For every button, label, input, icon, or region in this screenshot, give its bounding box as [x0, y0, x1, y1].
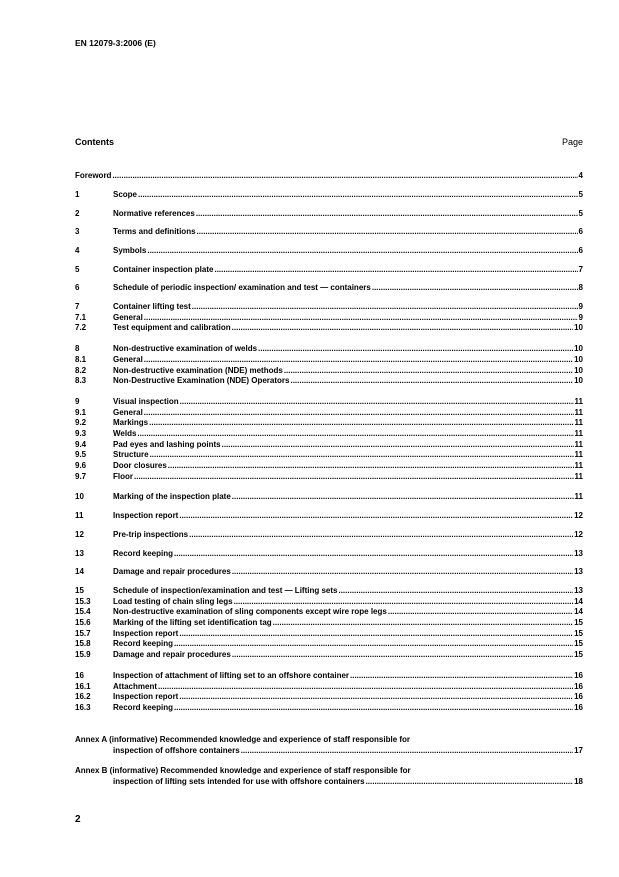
- toc-entry-number: 14: [75, 567, 84, 576]
- toc-entry[interactable]: [75, 417, 583, 428]
- toc-entry[interactable]: [75, 471, 583, 482]
- dot-leader: [196, 208, 578, 219]
- toc-entry-title: Visual inspection: [113, 397, 179, 406]
- toc-entry-number: 3: [75, 227, 80, 236]
- toc-entry-title: Inspection of attachment of lifting set to an offshore container: [113, 671, 350, 680]
- annex-title-line2: inspection of lifting sets intended for use with offshore containers: [113, 777, 365, 786]
- toc-entry-number: 16.2: [75, 692, 91, 701]
- toc-entry-title: Schedule of periodic inspection/ examination and test — containers: [113, 283, 371, 292]
- toc-entry-page: 4: [578, 171, 583, 180]
- toc-entry-number: 12: [75, 530, 84, 539]
- toc-entry[interactable]: [75, 428, 583, 439]
- dot-leader: [232, 491, 574, 502]
- toc-entry[interactable]: [75, 585, 583, 596]
- toc-entry-page: 13: [574, 567, 583, 576]
- toc-entry-number: 9.4: [75, 440, 87, 449]
- dot-leader: [350, 670, 573, 681]
- dot-leader: [232, 322, 573, 333]
- toc-entry-page: 11: [574, 440, 583, 449]
- toc-entry-title: Door closures: [113, 461, 167, 470]
- document-id: EN 12079-3:2006 (E): [75, 38, 156, 48]
- toc-entry-number: 9.3: [75, 429, 87, 438]
- toc-entry-number: 9: [75, 397, 80, 406]
- toc-entry[interactable]: [75, 649, 583, 660]
- dot-leader: [232, 566, 573, 577]
- toc-entry-number: 13: [75, 549, 84, 558]
- toc-entry[interactable]: [75, 702, 583, 713]
- toc-entry-title: Non-destructive examination of welds: [113, 344, 258, 353]
- toc-entry-page: 16: [574, 682, 583, 691]
- toc-entry-title: Symbols: [113, 246, 147, 255]
- toc-entry-number: 15.4: [75, 607, 91, 616]
- toc-entry[interactable]: [75, 354, 583, 365]
- toc-entry-number: 5: [75, 265, 80, 274]
- dot-leader: [180, 396, 574, 407]
- toc-entry-title: Terms and definitions: [113, 227, 196, 236]
- dot-leader: [144, 354, 573, 365]
- toc-entry-page: 6: [578, 227, 583, 236]
- toc-entry-title: Non-Destructive Examination (NDE) Operators: [113, 376, 290, 385]
- toc-entry-number: 9.1: [75, 408, 87, 417]
- toc-entry-page: 10: [574, 344, 583, 353]
- toc-entry-page: 16: [574, 671, 583, 680]
- toc-entry-page: 8: [578, 283, 583, 292]
- toc-entry-page: 15: [574, 629, 583, 638]
- toc-entry-number: 11: [75, 511, 84, 520]
- toc-annex-entry[interactable]: [75, 765, 583, 787]
- toc-entry-page: 14: [574, 607, 583, 616]
- dot-leader: [147, 245, 577, 256]
- contents-title: Contents: [75, 137, 114, 147]
- toc-entry-number: 9.6: [75, 461, 87, 470]
- toc-entry[interactable]: [75, 617, 583, 628]
- toc-entry[interactable]: [75, 460, 583, 471]
- toc-entry-title: Container inspection plate: [113, 265, 214, 274]
- annex-title-line1: Annex B (informative) Recommended knowledge and experience of staff responsible for: [75, 766, 411, 775]
- toc-entry[interactable]: [75, 375, 583, 386]
- toc-entry[interactable]: [75, 170, 583, 181]
- toc-entry-number: 9.7: [75, 472, 87, 481]
- contents-heading-row: [75, 137, 583, 147]
- toc-entry-number: 15.9: [75, 650, 91, 659]
- toc-entry-number: 16: [75, 671, 84, 680]
- dot-leader: [197, 226, 578, 237]
- toc-entry[interactable]: [75, 343, 583, 354]
- dot-leader: [214, 264, 577, 275]
- annex-title-line2: inspection of offshore containers: [113, 746, 240, 755]
- dot-leader: [192, 301, 578, 312]
- toc-entry-page: 9: [578, 313, 583, 322]
- toc-entry-page: 16: [574, 692, 583, 701]
- toc-entry-number: 9.2: [75, 418, 87, 427]
- toc-entry-page: 11: [574, 418, 583, 427]
- dot-leader: [137, 428, 573, 439]
- toc-entry-number: 8.1: [75, 355, 87, 364]
- toc-entry-page: 11: [574, 429, 583, 438]
- toc-entry-number: 9.5: [75, 450, 87, 459]
- page-number: 2: [75, 814, 81, 825]
- toc-entry-page: 10: [574, 376, 583, 385]
- toc-entry-number: 15: [75, 586, 84, 595]
- dot-leader: [179, 691, 573, 702]
- toc-entry-page: 11: [574, 461, 583, 470]
- toc-entry-title: Scope: [113, 190, 138, 199]
- toc-entry-number: 8: [75, 344, 80, 353]
- toc-entry-page: 11: [574, 450, 583, 459]
- toc-entry-page: 12: [574, 530, 583, 539]
- toc-entry[interactable]: [75, 606, 583, 617]
- toc-entry-page: 16: [574, 703, 583, 712]
- toc-entry-title: Structure: [113, 450, 149, 459]
- toc-entry[interactable]: [75, 264, 583, 275]
- toc-entry-page: 13: [574, 549, 583, 558]
- dot-leader: [338, 585, 573, 596]
- toc-entry-page: 5: [578, 209, 583, 218]
- page-column-label: Page: [561, 137, 583, 147]
- toc-entry-title: General: [113, 355, 143, 364]
- toc-entry[interactable]: [75, 245, 583, 256]
- toc-entry[interactable]: [75, 226, 583, 237]
- toc-entry-page: 11: [574, 472, 583, 481]
- toc-entry[interactable]: [75, 529, 583, 540]
- dot-leader: [168, 460, 574, 471]
- toc-entry-number: 7: [75, 302, 80, 311]
- toc-entry-title: Non-destructive examination of sling components except wire rope legs: [113, 607, 387, 616]
- dot-leader: [138, 189, 578, 200]
- toc-entry-title: Container lifting test: [113, 302, 191, 311]
- toc-entry-page: 18: [574, 777, 583, 786]
- toc-entry-title: Normative references: [113, 209, 195, 218]
- toc-entry-page: 17: [574, 746, 583, 755]
- toc-entry-title: Damage and repair procedures: [113, 650, 231, 659]
- toc-entry[interactable]: [75, 301, 583, 312]
- toc-entry-title: Welds: [113, 429, 137, 438]
- dot-leader: [232, 649, 573, 660]
- dot-leader: [149, 417, 573, 428]
- toc-entry-number: 8.2: [75, 366, 87, 375]
- toc-entry-number: 1: [75, 190, 80, 199]
- toc-entry-page: 11: [574, 397, 583, 406]
- annex-title-line1: Annex A (informative) Recommended knowledge and experience of staff responsible for: [75, 735, 411, 744]
- toc-entry-title: Pre-trip inspections: [113, 530, 189, 539]
- toc-entry-number: 15.8: [75, 639, 91, 648]
- toc-entry-title: Damage and repair procedures: [113, 567, 231, 576]
- toc-entry[interactable]: [75, 189, 583, 200]
- toc-entry-page: 14: [574, 597, 583, 606]
- toc-entry-title: Record keeping: [113, 703, 174, 712]
- dot-leader: [150, 449, 574, 460]
- toc-entry-page: 13: [574, 586, 583, 595]
- dot-leader: [241, 745, 573, 756]
- toc-entry-page: 11: [574, 408, 583, 417]
- toc-entry-number: 6: [75, 283, 80, 292]
- toc-entry-page: 5: [578, 190, 583, 199]
- toc-entry-number: 7.2: [75, 323, 87, 332]
- toc-entry-title: Attachment: [113, 682, 158, 691]
- dot-leader: [290, 375, 573, 386]
- toc-entry-title: Foreword: [75, 171, 112, 180]
- toc-entry-number: 16.1: [75, 682, 91, 691]
- toc-entry-number: 15.7: [75, 629, 91, 638]
- toc-entry[interactable]: [75, 491, 583, 502]
- toc-entry-title: Schedule of inspection/examination and test — Lifting sets: [113, 586, 338, 595]
- toc-entry-page: 6: [578, 246, 583, 255]
- toc-entry-page: 9: [578, 302, 583, 311]
- toc-entry-number: 7.1: [75, 313, 87, 322]
- toc-entry[interactable]: [75, 208, 583, 219]
- toc-entry-title: Inspection report: [113, 629, 179, 638]
- toc-entry-page: 11: [574, 492, 583, 501]
- toc-annex-entry[interactable]: [75, 734, 583, 756]
- toc-entry-title: Record keeping: [113, 639, 174, 648]
- toc-entry-number: 2: [75, 209, 80, 218]
- toc-entry-title: Record keeping: [113, 549, 174, 558]
- toc-entry-page: 10: [574, 366, 583, 375]
- dot-leader: [372, 282, 578, 293]
- toc-entry[interactable]: [75, 691, 583, 702]
- toc-entry-title: Marking of the lifting set identification tag: [113, 618, 272, 627]
- toc-entry-page: 10: [574, 355, 583, 364]
- toc-entry-number: 16.3: [75, 703, 91, 712]
- toc-entry-title: Floor: [113, 472, 133, 481]
- dot-leader: [134, 471, 574, 482]
- toc-entry[interactable]: [75, 282, 583, 293]
- toc-entry-title: Pad eyes and lashing points: [113, 440, 221, 449]
- dot-leader: [388, 606, 573, 617]
- toc-entry[interactable]: [75, 670, 583, 681]
- toc-entry-title: General: [113, 313, 143, 322]
- toc-entry-page: 7: [578, 265, 583, 274]
- toc-entry-title: Markings: [113, 418, 149, 427]
- toc-entry-page: 10: [574, 323, 583, 332]
- dot-leader: [174, 702, 573, 713]
- toc-entry-page: 15: [574, 618, 583, 627]
- toc-entry-number: 8.3: [75, 376, 87, 385]
- toc-entry-number: 15.6: [75, 618, 91, 627]
- dot-leader: [174, 548, 573, 559]
- dot-leader: [189, 529, 573, 540]
- toc-entry-number: 4: [75, 246, 80, 255]
- toc-entry-number: 10: [75, 492, 84, 501]
- toc-entry[interactable]: [75, 638, 583, 649]
- toc-entry[interactable]: [75, 322, 583, 333]
- dot-leader: [112, 170, 577, 181]
- toc-entry-title: Non-destructive examination (NDE) methods: [113, 366, 283, 375]
- toc-entry-number: 15.3: [75, 597, 91, 606]
- dot-leader: [258, 343, 573, 354]
- toc-entry-title: Marking of the inspection plate: [113, 492, 231, 501]
- toc-entry-title: Inspection report: [113, 692, 179, 701]
- toc-entry-title: General: [113, 408, 143, 417]
- toc-entry-page: 15: [574, 639, 583, 648]
- dot-leader: [179, 510, 573, 521]
- toc-entry-title: Load testing of chain sling legs: [113, 597, 233, 606]
- dot-leader: [174, 638, 573, 649]
- toc-entry-page: 12: [574, 511, 583, 520]
- toc-entry[interactable]: [75, 396, 583, 407]
- toc-entry[interactable]: [75, 449, 583, 460]
- toc-entry-title: Test equipment and calibration: [113, 323, 231, 332]
- toc-entry[interactable]: [75, 566, 583, 577]
- dot-leader: [273, 617, 573, 628]
- dot-leader: [366, 776, 574, 787]
- toc-entry-title: Inspection report: [113, 511, 179, 520]
- toc-entry-page: 15: [574, 650, 583, 659]
- toc-entry[interactable]: [75, 548, 583, 559]
- toc-entry[interactable]: [75, 510, 583, 521]
